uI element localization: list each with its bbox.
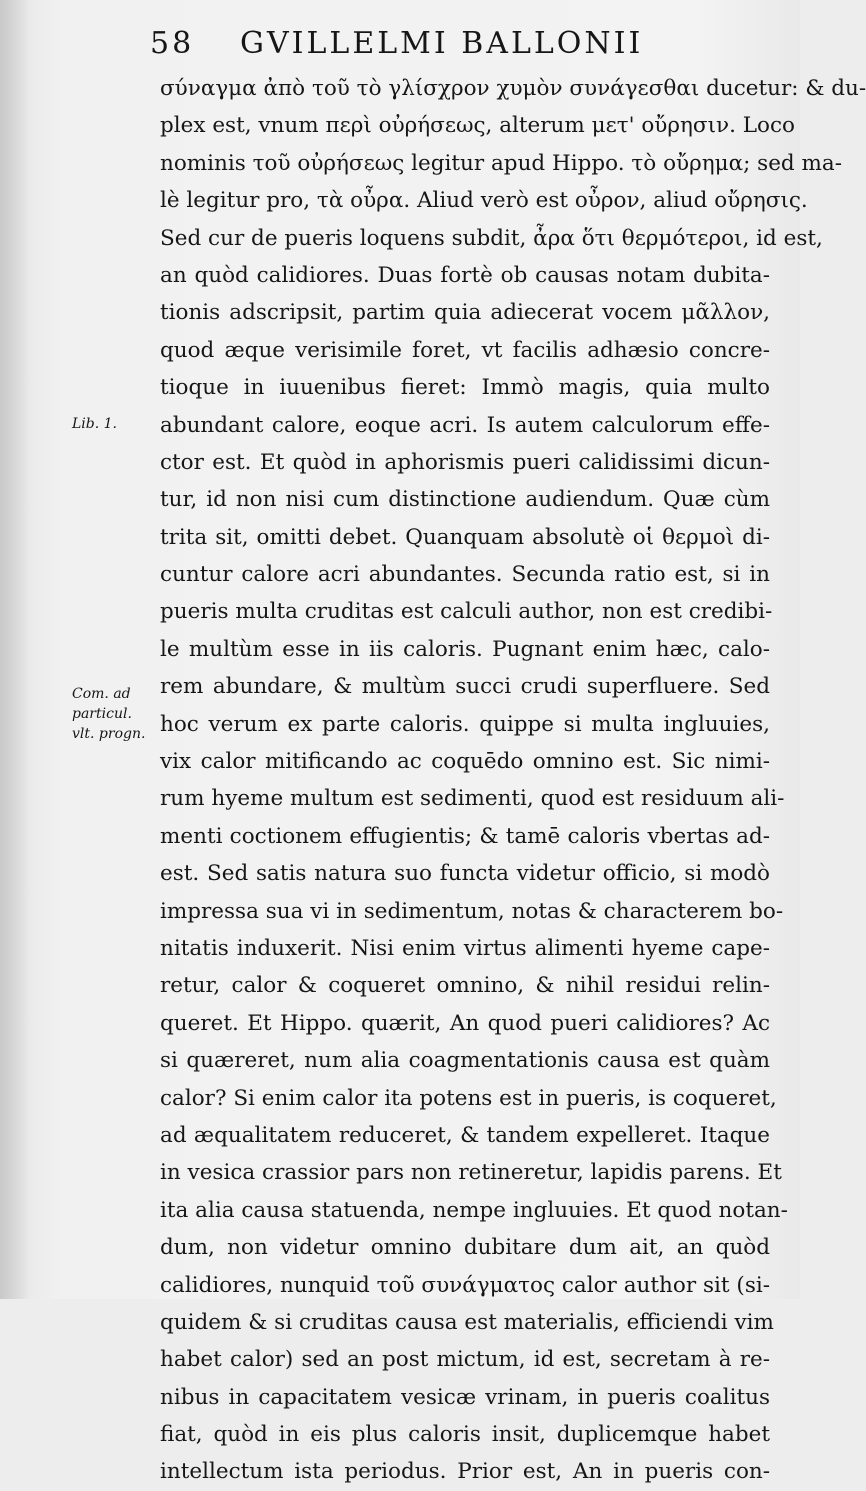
text-line: cuntur calore acri abundantes. Secunda ratio est, si in	[160, 562, 770, 588]
text-line: Sed cur de pueris loquens subdit, ἆρα ὅτι θερμότεροι, id est,	[160, 225, 823, 251]
text-line: tur, id non nisi cum distinctione audiendum. Quæ cùm	[160, 487, 770, 513]
text-line: quod æque verisimile foret, vt facilis adhæsio concre-	[160, 337, 770, 363]
text-line: quidem & si cruditas causa est materialis, efficiendi vim	[160, 1309, 774, 1335]
text-line: impressa sua vi in sedimentum, notas & characterem bo-	[160, 898, 784, 924]
text-line: hoc verum ex parte caloris. quippe si multa ingluuies,	[160, 711, 770, 737]
text-line: nitatis induxerit. Nisi enim virtus alimenti hyeme cape-	[160, 935, 770, 961]
text-line: vix calor mitificando ac coquēdo omnino est. Sic nimi-	[160, 749, 770, 775]
text-line: fiat, quòd in eis plus caloris insit, duplicemque habet	[160, 1422, 770, 1448]
text-line: σύναγμα ἀπὸ τοῦ τὸ γλίσχρον χυμὸν συνάγεσθαι ducetur: & du-	[160, 76, 866, 101]
running-title: GVILLELMI BALLONII	[240, 26, 644, 61]
text-line: le multùm esse in iis caloris. Pugnant enim hæc, calo-	[160, 636, 770, 662]
text-line: lè legitur pro, τὰ οὖρα. Aliud verò est οὖρον, aliud οὔρησις.	[160, 188, 808, 214]
text-line: in vesica crassior pars non retineretur, lapidis parens. Et	[160, 1160, 782, 1186]
page-number: 58	[150, 26, 195, 61]
text-line: pueris multa cruditas est calculi author, non est credibi-	[160, 599, 773, 625]
text-line: an quòd calidiores. Duas fortè ob causas notam dubita-	[160, 262, 770, 288]
text-line: ctor est. Et quòd in aphorismis pueri calidissimi dicun-	[160, 449, 770, 475]
text-line: nibus in capacitatem vesicæ vrinam, in pueris coalitus	[160, 1384, 770, 1410]
text-line: abundant calore, eoque acri. Is autem calculorum effe-	[160, 412, 770, 438]
text-line: rum hyeme multum est sedimenti, quod est residuum ali-	[160, 786, 785, 812]
margin-note-lib: Lib. 1.	[72, 416, 117, 432]
text-line: dum, non videtur omnino dubitare dum ait, an quòd	[160, 1235, 770, 1261]
text-line: est. Sed satis natura suo functa videtur officio, si modò	[160, 861, 770, 887]
text-line: queret. Et Hippo. quærit, An quod pueri calidiores? Ac	[160, 1010, 770, 1036]
running-header	[150, 26, 670, 66]
text-line: ita alia causa statuenda, nempe ingluuies. Et quod notan-	[160, 1197, 788, 1223]
text-line: tioque in iuuenibus fieret: Immò magis, quia multo	[160, 375, 770, 401]
text-line: nominis τοῦ οὐρήσεως legitur apud Hippo. τὸ οὔρημα; sed ma-	[160, 150, 842, 176]
text-line: retur, calor & coqueret omnino, & nihil residui relin-	[160, 973, 770, 999]
text-line: rem abundare, & multùm succi crudi superfluere. Sed	[160, 674, 770, 700]
margin-note-com: Com. ad particul. vlt. progn.	[72, 686, 146, 742]
text-line: habet calor) sed an post mictum, id est, secretam à re-	[160, 1347, 770, 1373]
text-line: calidiores, nunquid τοῦ συνάγματος calor author sit (si-	[160, 1272, 770, 1298]
text-line: calor? Si enim calor ita potens est in pueris, is coqueret,	[160, 1085, 777, 1111]
text-line: si quæreret, num alia coagmentationis causa est quàm	[160, 1048, 770, 1074]
text-line: plex est, vnum περὶ οὐρήσεως, alterum μετ' οὔρησιν. Loco	[160, 113, 795, 139]
text-line: menti coctionem effugientis; & tamē caloris vbertas ad-	[160, 823, 770, 849]
text-line: intellectum ista periodus. Prior est, An in pueris con-	[160, 1459, 770, 1485]
text-line: tionis adscripsit, partim quia adiecerat vocem μᾶλλον,	[160, 300, 770, 326]
body-text-block	[160, 70, 866, 1491]
page-gutter-shadow	[0, 0, 30, 1299]
text-line: trita sit, omitti debet. Quanquam absolutè οἱ θερμοὶ di-	[160, 524, 770, 550]
text-line: ad æqualitatem reduceret, & tandem expelleret. Itaque	[160, 1122, 770, 1148]
